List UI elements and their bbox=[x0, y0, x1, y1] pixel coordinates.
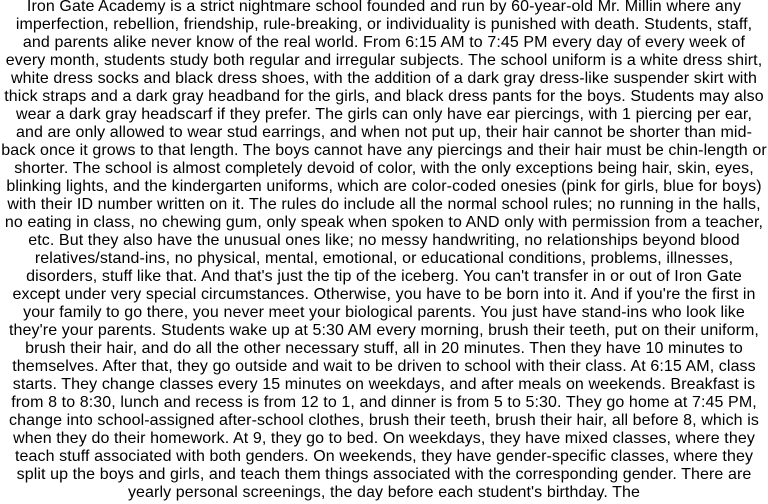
body-paragraph: Iron Gate Academy is a strict nightmare school founded and run by 60-year-old Mr. Millin where any imperfection, rebellion, friendship, rule-breaking, or individuality is punished with death. Students, staff, and parents alike never know of the real world. From 6:15 AM to 7:45 PM every day of every week of every month, students study both regular and irregular subjects. The school uniform is a white dress shirt, white dress socks and black dress shoes, with the addition of a dark gray dress-like suspender skirt with thick straps and a dark gray headband for the girls, and black dress pants for the boys. Students may also wear a dark gray headscarf if they prefer. The girls can only have ear piercings, with 1 piercing per ear, and are only allowed to wear stud earrings, and when not put up, their hair cannot be shorter than mid-back once it grows to that length. The boys cannot have any piercings and their hair must be chin-length or shorter. The school is almost completely devoid of color, with the only exceptions being hair, skin, eyes, blinking lights, and the kindergarten uniforms, which are color-coded onesies (pink for girls, blue for boys) with their ID number written on it. The rules do include all the normal school rules; no running in the halls, no eating in class, no chewing gum, only speak when spoken to AND only with permission from a teacher, etc. But they also have the unusual ones like; no messy handwriting, no relationships beyond blood relatives/stand-ins, no physical, mental, emotional, or educational conditions, problems, illnesses, disorders, stuff like that. And that's just the tip of the iceberg. You can't transfer in or out of Iron Gate except under very special circumstances. Otherwise, you have to be born into it. And if you're the first in your family to go there, you never meet your biological parents. You just have stand-ins who look like they're your parents. Students wake up at 5:30 AM every morning, brush their teeth, put on their uniform, brush their hair, and do all the other necessary stuff, all in 20 minutes. Then they have 10 minutes to themselves. After that, they go outside and wait to be driven to school with their class. At 6:15 AM, class starts. They change classes every 15 minutes on weekdays, and after meals on weekends. Breakfast is from 8 to 8:30, lunch and recess is from 12 to 1, and dinner is from 5 to 5:30. They go home at 7:45 PM, change into school-assigned after-school clothes, brush their teeth, brush their hair, all before 8, which is when they do their homework. At 9, they go to bed. On weekdays, they have mixed classes, where they teach stuff associated with both genders. On weekends, they have gender-specific classes, where they split up the boys and girls, and teach them things associated with the corresponding gender. There are yearly personal screenings, the day before each student's birthday. The bbox=[1, 0, 767, 501]
